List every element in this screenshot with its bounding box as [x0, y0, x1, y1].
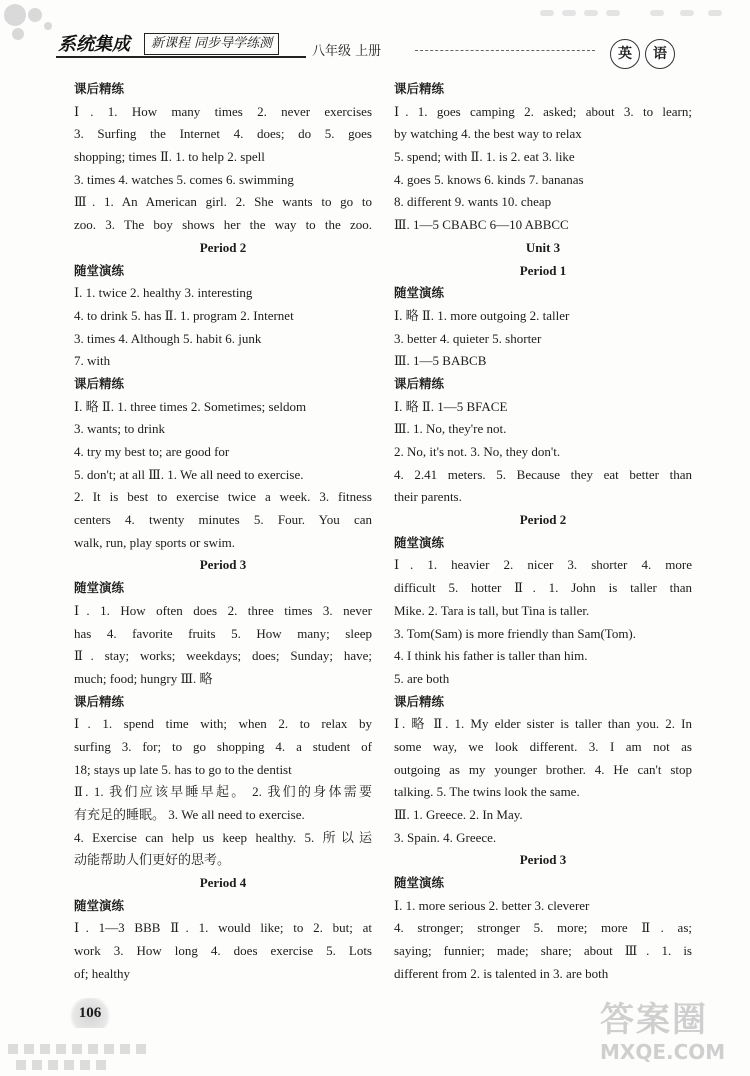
answer-line: has 4. favorite fruits 5. How many; sleep	[74, 625, 372, 641]
answer-line: Ⅰ. 略 Ⅱ. 1. three times 2. Sometimes; seldom	[74, 398, 307, 414]
page-header	[0, 0, 750, 70]
answer-line: 3. times 4. Although 5. habit 6. junk	[74, 330, 262, 346]
answer-line: by watching 4. the best way to relax	[394, 126, 582, 142]
answer-line: talking. 5. The twins look the same.	[394, 784, 580, 800]
answer-line: centers 4. twenty minutes 5. Four. You can	[74, 512, 372, 528]
answer-line: Ⅰ. 1—3 BBB Ⅱ. 1. would like; to 2. but; at	[74, 920, 372, 936]
footer-decoration	[0, 1040, 200, 1076]
answer-line: Ⅲ. 1. No, they're not.	[394, 421, 507, 437]
answer-line: 7. with	[74, 353, 111, 369]
answer-line: shopping; times Ⅱ. 1. to help 2. spell	[74, 149, 265, 165]
answer-line: Ⅲ. 1—5 CBABC 6—10 ABBCC	[394, 217, 569, 233]
answer-line: 5. are both	[394, 670, 450, 686]
section-heading: 课后精练	[74, 81, 125, 96]
section-heading: 随堂演练	[74, 262, 125, 278]
section-heading: 课后精练	[394, 375, 445, 391]
answer-line: Ⅰ. 略 Ⅱ. 1. more outgoing 2. taller	[394, 307, 570, 323]
answer-line: Mike. 2. Tara is tall, but Tina is taller.	[394, 602, 590, 618]
answer-line: 2. No, it's not. 3. No, they don't.	[394, 444, 561, 459]
answer-line: 4. I think his father is taller than him.	[394, 648, 588, 664]
answer-line: Ⅰ. 1. spend time with; when 2. to relax by	[74, 716, 372, 732]
grade-label: 八年级 上册	[312, 44, 382, 59]
answer-line: 4. goes 5. knows 6. kinds 7. bananas	[394, 171, 584, 187]
header-top-decoration	[540, 10, 740, 30]
answer-line: much; food; hungry Ⅲ. 略	[74, 670, 213, 686]
answer-line: Ⅰ. 1. goes camping 2. asked; about 3. to learn;	[394, 103, 692, 119]
period-heading: Period 1	[519, 262, 567, 278]
answer-line: Ⅰ. 1. How often does 2. three times 3. never	[74, 602, 372, 618]
answer-line: 4. Exercise can help us keep healthy. 5. 所以运	[74, 829, 372, 845]
section-heading: 课后精练	[74, 375, 125, 391]
brand-title: 系统集成	[58, 34, 130, 55]
left-column	[74, 78, 372, 986]
answer-line: 2. It is best to exercise twice a week. 3. fitness	[74, 489, 372, 505]
answer-line: 3. wants; to drink	[74, 421, 165, 437]
answer-line: saying; funnier; made; share; about Ⅲ. 1. is	[394, 943, 692, 959]
subject-badge-2: 语	[645, 39, 675, 69]
answer-line: 3. better 4. quieter 5. shorter	[394, 330, 542, 346]
answer-line: Ⅰ. 略 Ⅱ. 1. My elder sister is taller than you. 2. In	[394, 716, 692, 732]
section-heading: 课后精练	[394, 81, 445, 96]
header-rule	[56, 56, 306, 58]
right-column	[394, 78, 692, 986]
answer-line: Ⅲ. 1—5 BABCB	[394, 353, 487, 369]
period-heading: Period 4	[199, 875, 247, 891]
period-heading: Period 3	[519, 852, 567, 868]
answer-line: 3. Surfing the Internet 4. does; do 5. goes	[74, 126, 372, 142]
answer-line: different from 2. is talented in 3. are both	[394, 965, 609, 981]
period-heading: Period 2	[519, 512, 567, 528]
answer-line: Ⅰ. 1. heavier 2. nicer 3. shorter 4. more	[394, 557, 692, 573]
answer-line: 8. different 9. wants 10. cheap	[394, 194, 552, 210]
watermark-logo-text: 答案圈	[600, 1000, 708, 1040]
answer-line: work 3. How long 4. does exercise 5. Lots	[74, 943, 372, 959]
section-heading: 随堂演练	[394, 875, 445, 891]
answer-line: Ⅰ. 1. more serious 2. better 3. cleverer	[394, 897, 590, 913]
period-heading: Period 2	[199, 239, 247, 255]
answer-line: 5. don't; at all Ⅲ. 1. We all need to exercise.	[74, 466, 304, 482]
answer-line: 3. Spain. 4. Greece.	[394, 829, 497, 845]
answer-line: Ⅰ. 1. How many times 2. never exercises	[74, 103, 372, 119]
answer-line: Ⅰ. 1. twice 2. healthy 3. interesting	[74, 285, 253, 301]
answer-line: surfing 3. for; to go shopping 4. a student of	[74, 738, 372, 754]
answer-line: Ⅲ. 1. Greece. 2. In May.	[394, 807, 523, 822]
answer-line: zoo. 3. The boy shows her the way to the zoo.	[74, 217, 372, 233]
answer-line: their parents.	[394, 489, 462, 505]
period-heading: Unit 3	[525, 239, 561, 255]
answer-line: 4. to drink 5. has Ⅱ. 1. program 2. Internet	[74, 307, 294, 323]
watermark	[600, 1000, 745, 1070]
answer-line: walk, run, play sports or swim.	[74, 534, 236, 550]
section-heading: 课后精练	[394, 693, 445, 709]
answer-line: outgoing as my younger brother. 4. He can't stop	[394, 761, 692, 777]
period-heading: Period 3	[199, 557, 247, 573]
answer-line: 5. spend; with Ⅱ. 1. is 2. eat 3. like	[394, 149, 575, 165]
section-heading: 课后精练	[74, 693, 125, 709]
answer-line: of; healthy	[74, 965, 130, 981]
section-heading: 随堂演练	[394, 285, 445, 301]
answer-line: 4. try my best to; are good for	[74, 444, 230, 459]
page-number: 106	[68, 998, 112, 1028]
header-dashed-rule	[415, 50, 595, 51]
answer-line: Ⅲ. 1. An American girl. 2. She wants to go to	[74, 194, 372, 210]
section-heading: 随堂演练	[394, 534, 445, 550]
series-subtitle: 新课程 同步导学练测	[144, 33, 279, 55]
watermark-url: MXQE.COM	[600, 1040, 726, 1064]
answer-line: 4. stronger; stronger 5. more; more Ⅱ. as;	[394, 920, 692, 936]
answer-line: 4. 2.41 meters. 5. Because they eat better than	[394, 466, 692, 482]
answer-line: some way, we look different. 3. I am not as	[394, 738, 692, 754]
answer-line: Ⅰ. 略 Ⅱ. 1—5 BFACE	[394, 398, 508, 414]
answer-line: 有充足的睡眠。 3. We all need to exercise.	[74, 807, 305, 822]
section-heading: 随堂演练	[74, 897, 125, 913]
answer-line: 3. Tom(Sam) is more friendly than Sam(Tom).	[394, 625, 637, 641]
subject-badge-1: 英	[610, 39, 640, 69]
answer-line: difficult 5. hotter Ⅱ. 1. John is taller than	[394, 580, 692, 596]
answer-line: 18; stays up late 5. has to go to the dentist	[74, 761, 292, 777]
answer-line: 动能帮助人们更好的思考。	[74, 852, 231, 868]
answer-line: 3. times 4. watches 5. comes 6. swimming	[74, 171, 294, 187]
answer-line: Ⅱ. stay; works; weekdays; does; Sunday; have;	[74, 648, 372, 664]
section-heading: 随堂演练	[74, 580, 125, 596]
answer-line: Ⅱ. 1. 我们应该早睡早起。 2. 我们的身体需要	[74, 784, 372, 800]
